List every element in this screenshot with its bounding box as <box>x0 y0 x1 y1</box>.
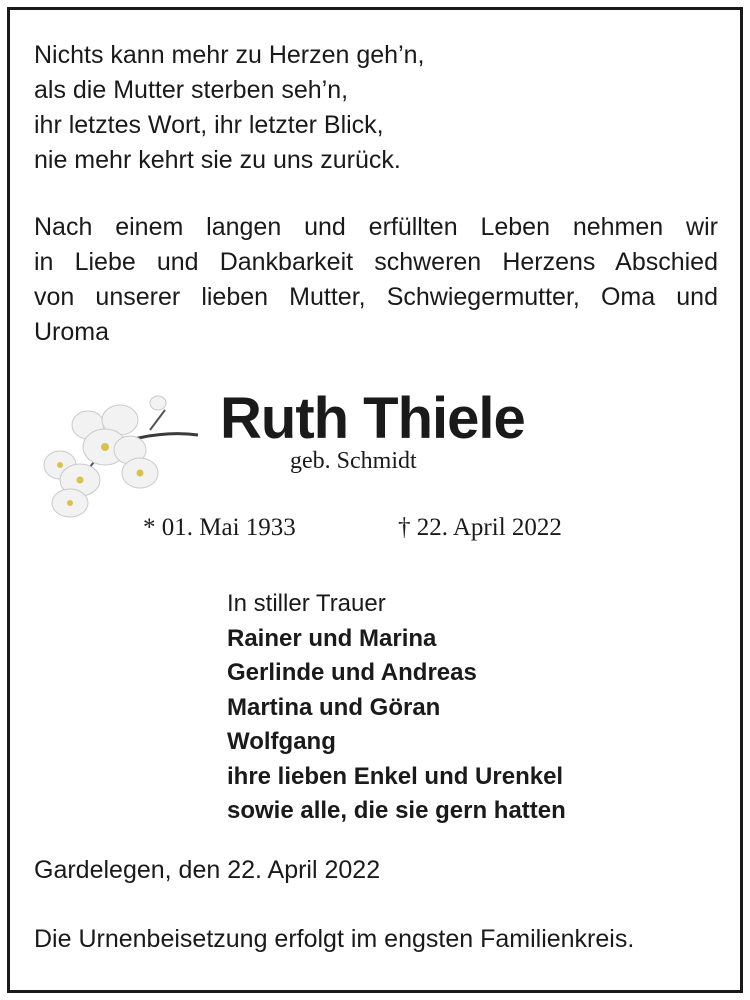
intro-line: Nach einem langen und erfüllten Leben nehmen wir <box>34 213 718 241</box>
mourner-name: Gerlinde und Andreas <box>227 659 477 686</box>
poem-line: ihr letztes Wort, ihr letzter Blick, <box>34 111 384 139</box>
maiden-name: geb. Schmidt <box>290 448 417 474</box>
birth-date: * 01. Mai 1933 <box>143 514 296 541</box>
mourner-name: ihre lieben Enkel und Urenkel <box>227 762 564 790</box>
mourner-name: sowie alle, die sie gern hatten <box>227 797 566 824</box>
mourners-heading: In stiller Trauer <box>227 590 386 617</box>
mourner-name: Rainer und Marina <box>227 624 437 652</box>
intro-line: von unserer lieben Mutter, Schwiegermutter, Oma und <box>34 283 718 311</box>
death-date: † 22. April 2022 <box>398 514 562 541</box>
poem <box>34 38 424 178</box>
poem-line: Nichts kann mehr zu Herzen geh’n, <box>34 41 425 69</box>
intro-text <box>34 210 718 350</box>
mourner-name: Wolfgang <box>227 728 336 755</box>
place-date: Gardelegen, den 22. April 2022 <box>34 856 381 884</box>
orchid-icon <box>30 385 202 530</box>
intro-line: Uroma <box>34 318 110 346</box>
mourner-name: Martina und Göran <box>227 693 441 721</box>
poem-line: nie mehr kehrt sie zu uns zurück. <box>34 146 401 174</box>
mourners-block <box>227 587 566 829</box>
intro-line: in Liebe und Dankbarkeit schweren Herzens Abschied <box>34 248 718 276</box>
deceased-name: Ruth Thiele <box>220 386 525 451</box>
burial-note: Die Urnenbeisetzung erfolgt im engsten Familienkreis. <box>34 925 635 953</box>
poem-line: als die Mutter sterben seh’n, <box>34 76 349 104</box>
